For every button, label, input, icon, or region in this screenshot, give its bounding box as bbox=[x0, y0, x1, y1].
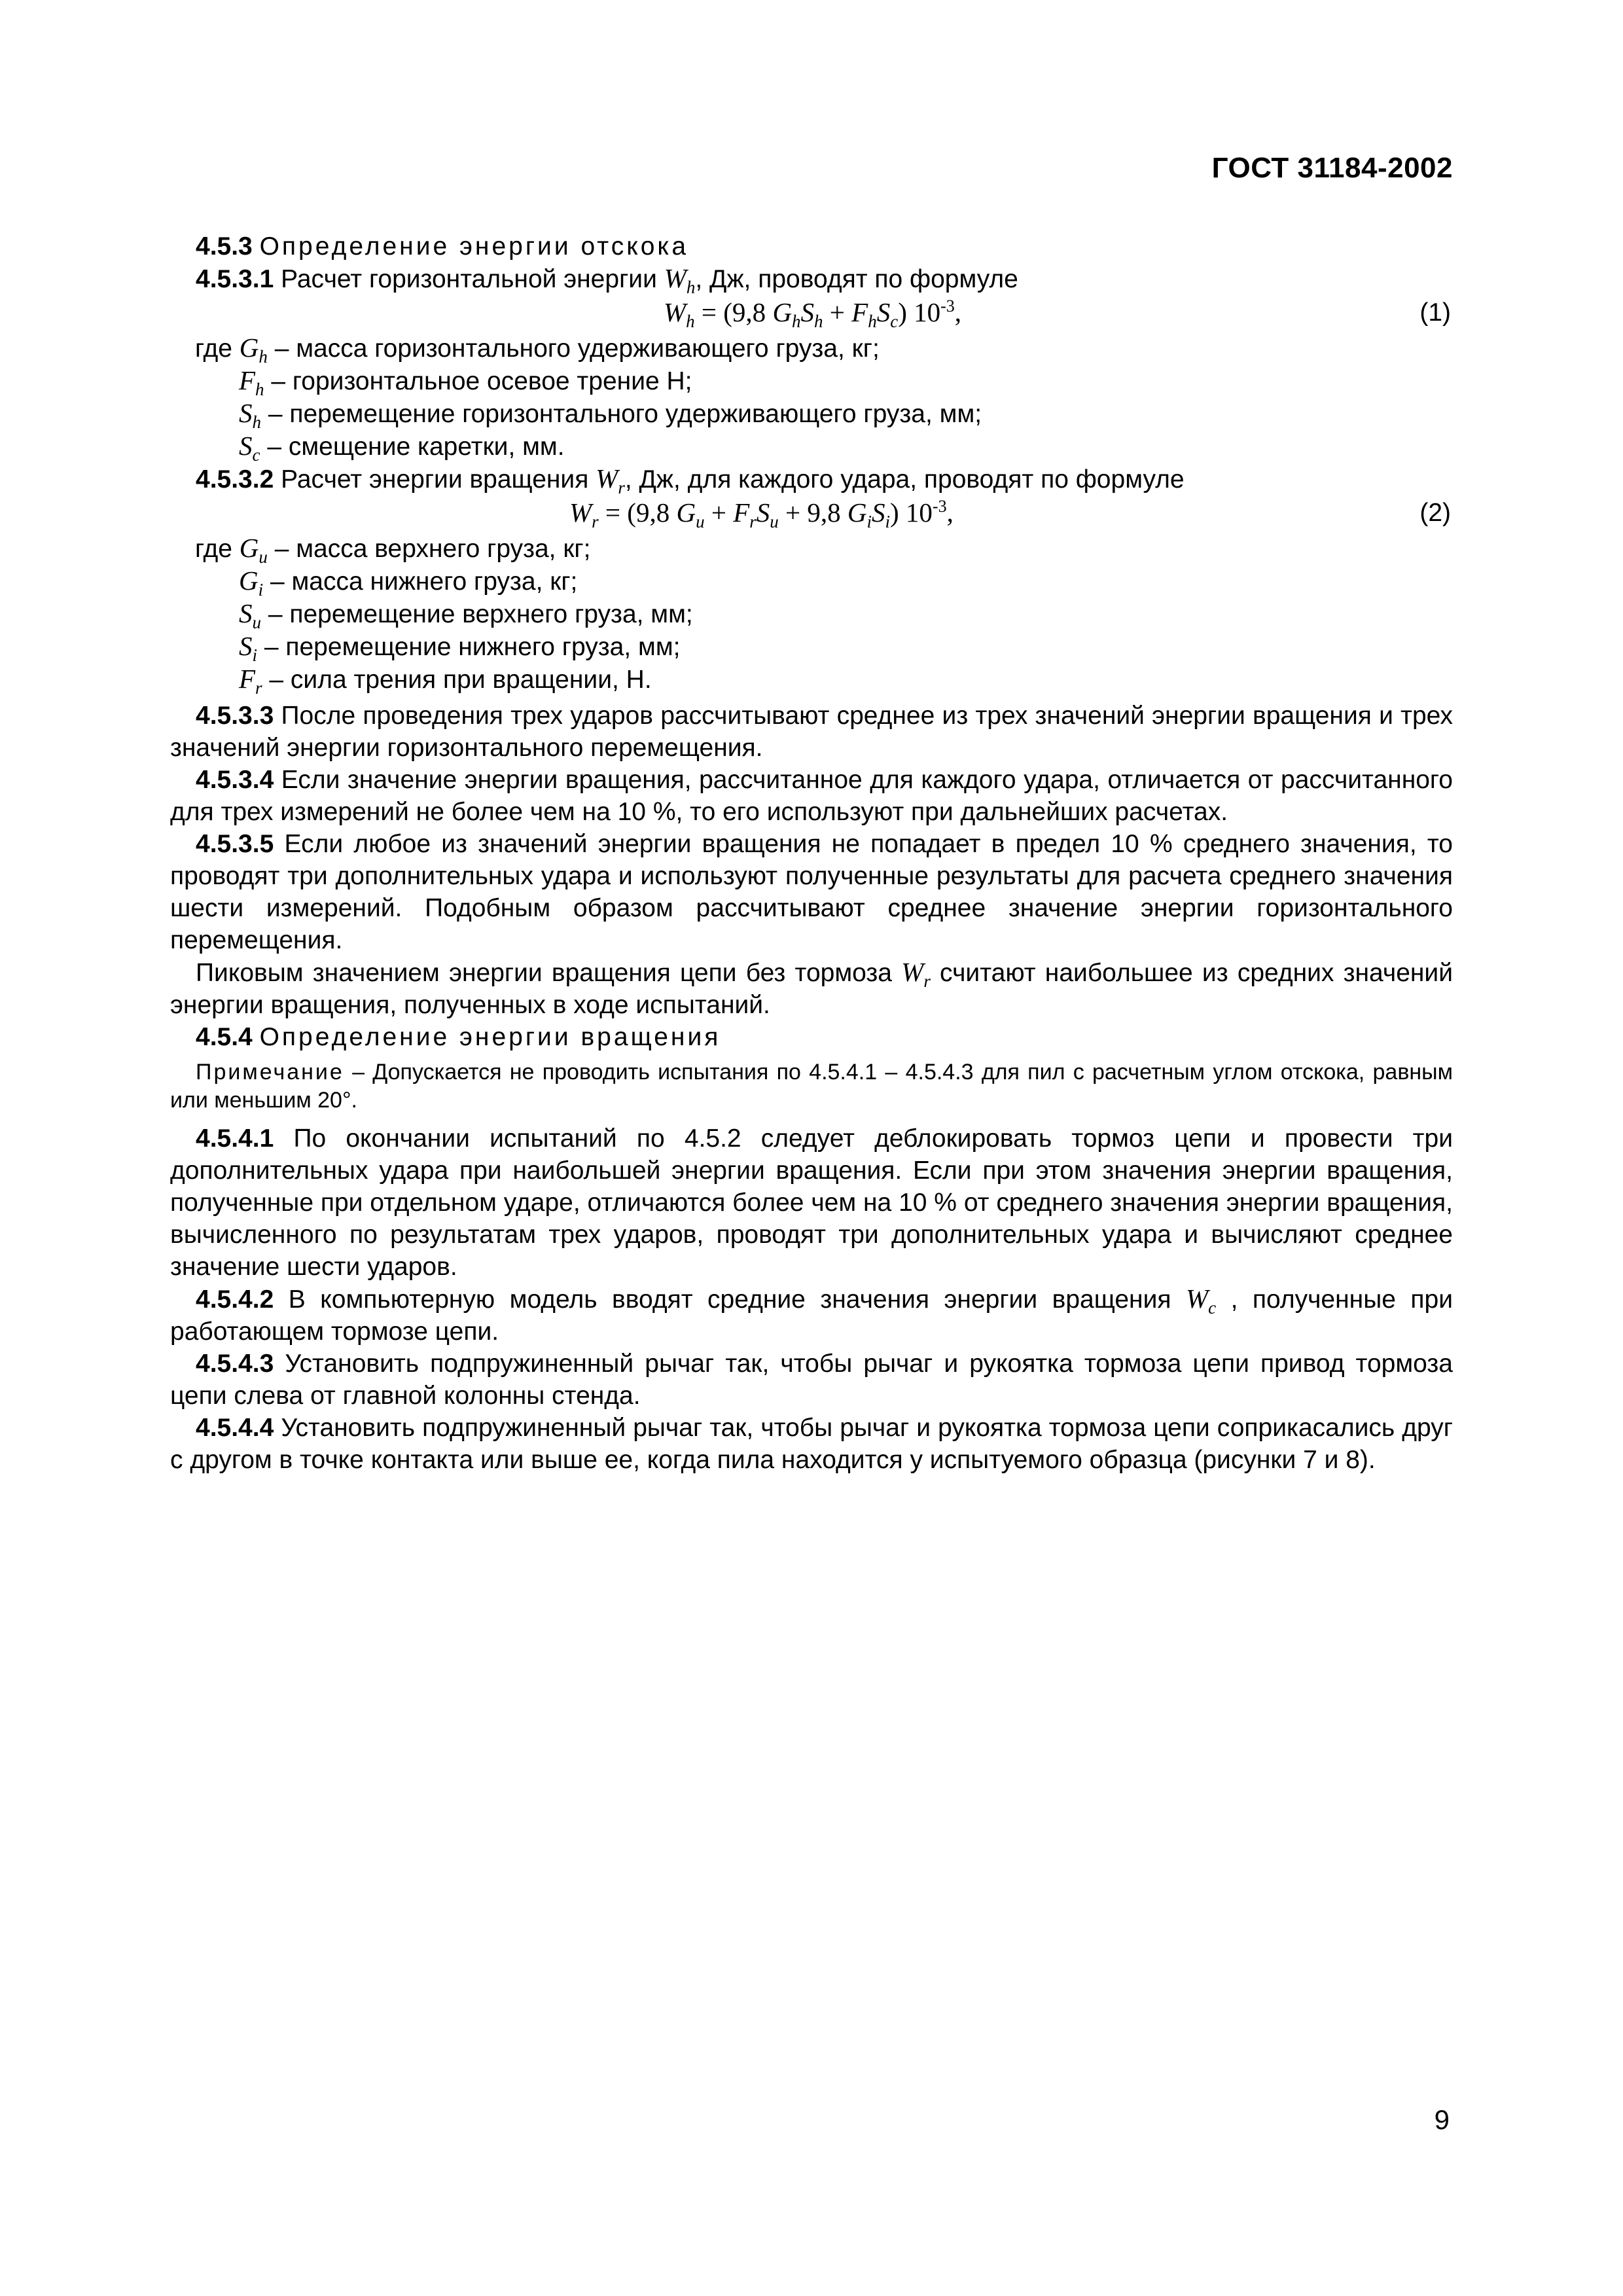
definition-list-item: где $G_h$ – масса горизонтального удерживающего груза, кг; bbox=[195, 332, 880, 367]
section-4-5-4-heading: 4.5.4 Определение энергии вращения bbox=[196, 1023, 721, 1051]
note-paragraph: Примечание – Допускается не проводить испытания по 4.5.4.1 – 4.5.4.3 для пил с расчетным углом отскока, равным или меньшим 20°. bbox=[170, 1060, 1453, 1113]
section-4-5-4-4: 4.5.4.4 Установить подпружиненный рычаг так, чтобы рычаг и рукоятка тормоза цепи соприкасались друг с другом в точке контакта или выше ее, когда пила находится у испытуемого образца (рисунки 7 и 8). bbox=[170, 1414, 1453, 1474]
definition-list-item: $F_r$ – сила трения при вращении, Н. bbox=[239, 664, 652, 698]
definition-list-item: $G_i$ – масса нижнего груза, кг; bbox=[239, 565, 578, 600]
document-body bbox=[170, 230, 1453, 1476]
definition-list-item: где $G_u$ – масса верхнего груза, кг; bbox=[195, 533, 591, 567]
section-4-5-3-3: 4.5.3.3 После проведения трех ударов рассчитывают среднее из трех значений энергии вращения и трех значений энергии горизонтального перемещения. bbox=[170, 702, 1453, 762]
section-4-5-3-4: 4.5.3.4 Если значение энергии вращения, рассчитанное для каждого удара, отличается от рассчитанного для трех измерений не более чем на 10 %, то его используют при дальнейших расчетах. bbox=[170, 766, 1453, 826]
page-number: 9 bbox=[1434, 2104, 1450, 2135]
section-4-5-4-2: 4.5.4.2 В компьютерную модель вводят средние значения энергии вращения $W_c$ , полученные при работающем тормозе цепи. bbox=[170, 1283, 1453, 1346]
formula-2 bbox=[170, 495, 1453, 532]
section-4-5-4-3: 4.5.4.3 Установить подпружиненный рычаг так, чтобы рычаг и рукоятка тормоза цепи привод тормоза цепи слева от главной колонны стенда. bbox=[170, 1350, 1453, 1410]
document-header: ГОСТ 31184-2002 bbox=[1211, 152, 1453, 184]
section-4-5-4-1: 4.5.4.1 По окончании испытаний по 4.5.2 следует деблокировать тормоз цепи и провести три дополнительных удара при наибольшей энергии вращения. Если при этом значения энергии вращения, полученные при отдельном ударе, отличаются более чем на 10 % от среднего значения энергии вращения, вычисленного по результатам трех ударов, проводят три дополнительных удара и вычисляют среднее значение шести ударов. bbox=[170, 1124, 1453, 1281]
section-4-5-3-5: 4.5.3.5 Если любое из значений энергии вращения не попадает в предел 10 % среднего значения, то проводят три дополнительных удара и используют полученные результаты для расчета среднего значения шести измерений. Подобным образом рассчитывают среднее значение энергии горизонтального перемещения. bbox=[170, 830, 1453, 954]
definition-list-item: $S_c$ – смещение каретки, мм. bbox=[239, 431, 565, 465]
definition-list-item: $F_h$ – горизонтальное осевое трение Н; bbox=[239, 365, 692, 399]
peak-value-paragraph: Пиковым значением энергии вращения цепи без тормоза $W_r$ считают наибольшее из средних значений энергии вращения, полученных в ходе испытаний. bbox=[170, 957, 1453, 1019]
definition-list-item: $S_h$ – перемещение горизонтального удерживающего груза, мм; bbox=[239, 398, 982, 432]
definition-list-item: $S_i$ – перемещение нижнего груза, мм; bbox=[239, 631, 681, 665]
formula-1-expression: $W_h = (9,8$ $G_hS_h + F_hS_c$) $10^{-3}$, bbox=[664, 296, 962, 331]
formula-2-expression: $W_r = (9,8$ $G_u + F_rS_u + 9,8$ $G_iS_i$) $10^{-3}$, bbox=[569, 497, 954, 531]
formula-2-number: (2) bbox=[1419, 499, 1451, 527]
section-4-5-3-heading: 4.5.3 Определение энергии отскока bbox=[196, 232, 689, 260]
section-4-5-3-1: 4.5.3.1 Расчет горизонтальной энергии $W_h$, Дж, проводят по формуле bbox=[196, 263, 1018, 297]
section-4-5-3-2: 4.5.3.2 Расчет энергии вращения $W_r$, Дж, для каждого удара, проводят по формуле bbox=[196, 463, 1185, 497]
definition-list-item: $S_u$ – перемещение верхнего груза, мм; bbox=[239, 598, 693, 632]
formula-1-number: (1) bbox=[1419, 298, 1451, 327]
formula-1 bbox=[170, 295, 1453, 332]
